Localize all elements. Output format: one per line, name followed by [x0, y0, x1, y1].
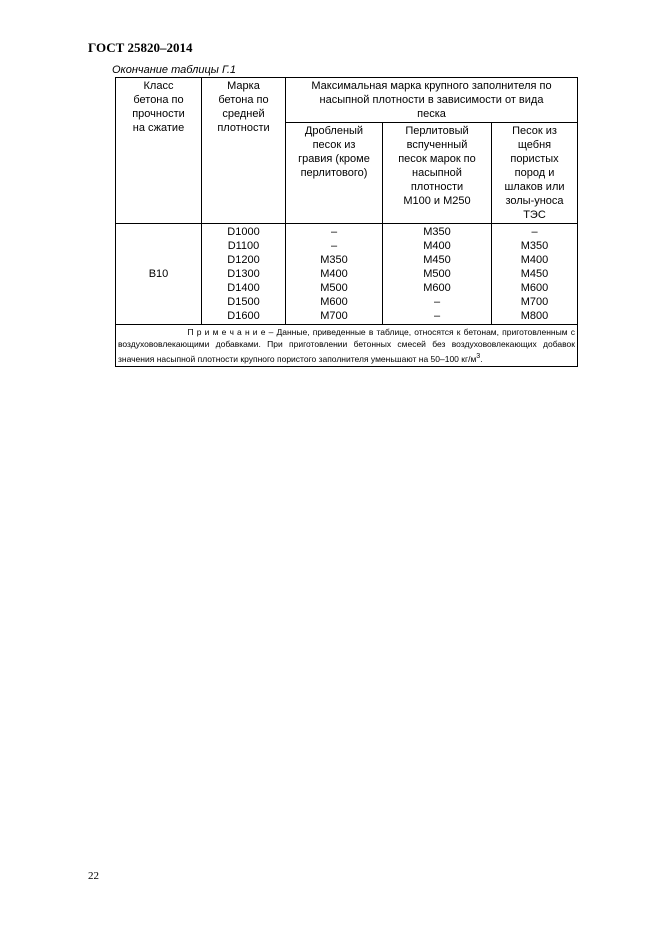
column-header-density-grade: Марка бетона по средней плотности — [202, 78, 286, 224]
note-end: . — [480, 353, 483, 364]
note-text: – Данные, приведенные в таблице, относятся к бетонам, приготовленным с воздухововлекающими добавками. При приготовлении бетонных смесей без воздухововлекающих добавок значения насыпной плотности крупного пористого заполнителя уменьшают на 50–100 кг/м — [118, 327, 575, 364]
column-header-concrete-class: Класс бетона по прочности на сжатие — [116, 78, 202, 224]
header-row — [116, 78, 578, 123]
crushed-sand-values-cell: – – М350 М400 М500 М600 М700 — [286, 224, 383, 325]
column-header-porous-sand: Песок из щебня пористых пород и шлаков или золы-уноса ТЭС — [492, 123, 578, 224]
porous-sand-values-cell: – М350 М400 М450 М600 М700 М800 — [492, 224, 578, 325]
column-group-header: Максимальная марка крупного заполнителя по насыпной плотности в зависимости от вида песка — [286, 78, 578, 123]
data-row — [116, 224, 578, 325]
note-superscript: 3 — [476, 352, 481, 360]
concrete-class-cell: В10 — [116, 224, 202, 325]
table-note — [116, 325, 578, 367]
document-header: ГОСТ 25820–2014 — [88, 40, 193, 55]
note-row — [116, 325, 578, 367]
perlite-sand-values-cell: М350 М400 М450 М500 М600 – – — [383, 224, 492, 325]
column-header-perlite-sand: Перлитовый вспученный песок марок по насыпной плотности М100 и М250 — [383, 123, 492, 224]
density-grade-cell: D1000 D1100 D1200 D1300 D1400 D1500 D1600 — [202, 224, 286, 325]
aggregate-grade-table — [115, 77, 578, 367]
note-label: П р и м е ч а н и е — [187, 327, 266, 337]
table-caption: Окончание таблицы Г.1 — [112, 64, 236, 76]
column-header-crushed-sand: Дробленый песок из гравия (кроме перлитового) — [286, 123, 383, 224]
page-number: 22 — [88, 870, 99, 882]
